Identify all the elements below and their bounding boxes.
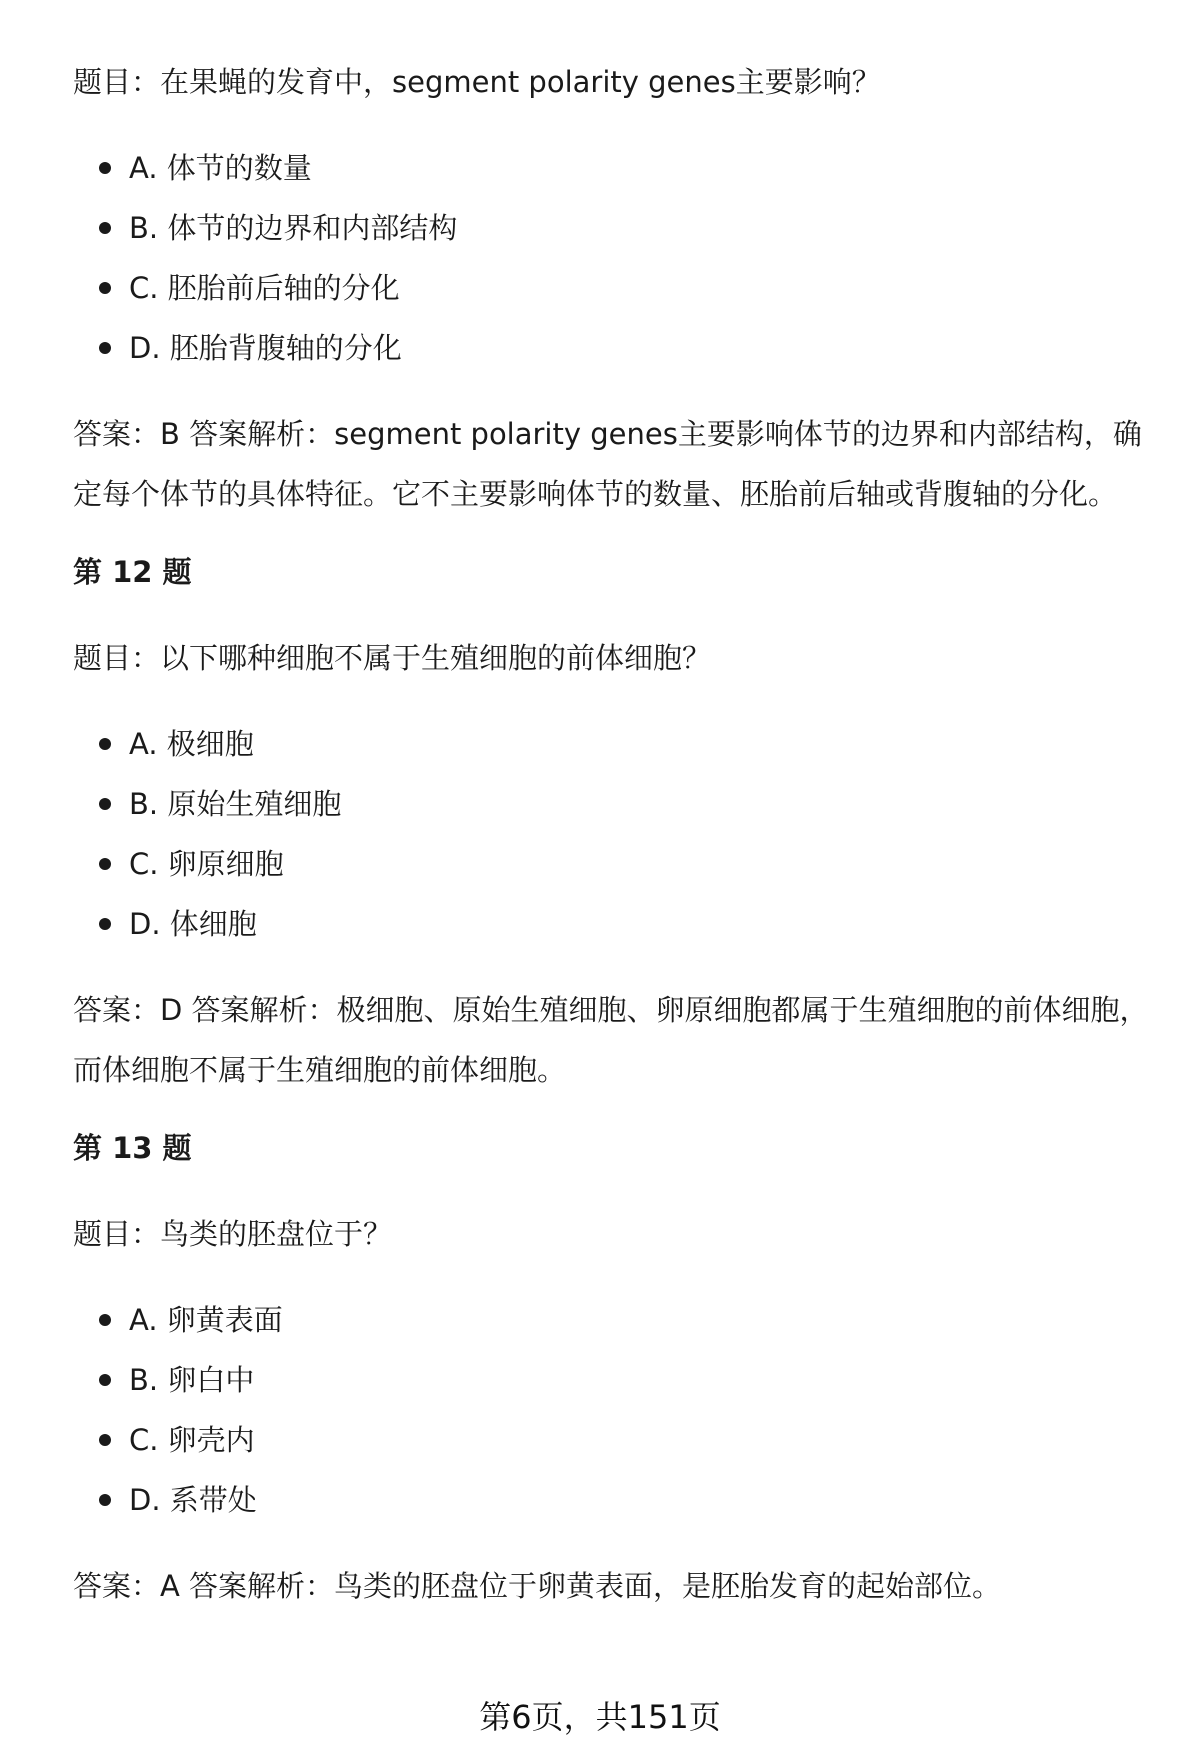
option-item — [73, 904, 1153, 944]
option-item — [73, 208, 1153, 248]
bullet-icon — [99, 282, 111, 294]
option-item — [73, 328, 1153, 368]
option-text: D. 胚胎背腹轴的分化 — [129, 331, 402, 365]
option-item — [73, 148, 1153, 188]
page-number-footer: 第6页，共151页 — [479, 1698, 721, 1736]
option-item — [73, 1300, 1153, 1340]
bullet-icon — [99, 798, 111, 810]
option-text: B. 原始生殖细胞 — [129, 787, 342, 821]
bullet-icon — [99, 1374, 111, 1386]
option-text: B. 体节的边界和内部结构 — [129, 211, 458, 245]
bullet-icon — [99, 342, 111, 354]
option-item — [73, 1360, 1153, 1400]
question-13-options — [73, 1300, 1153, 1520]
question-11-text: 题目：在果蝇的发育中，segment polarity genes主要影响？ — [73, 65, 881, 99]
option-text: D. 体细胞 — [129, 907, 257, 941]
question-13-heading: 第 13 题 — [73, 1131, 192, 1165]
bullet-icon — [99, 162, 111, 174]
option-item — [73, 1420, 1153, 1460]
question-12-text: 题目：以下哪种细胞不属于生殖细胞的前体细胞？ — [73, 641, 712, 675]
option-text: A. 极细胞 — [129, 727, 254, 761]
option-text: B. 卵白中 — [129, 1363, 255, 1397]
question-13-text: 题目：鸟类的胚盘位于？ — [73, 1217, 393, 1251]
option-text: C. 胚胎前后轴的分化 — [129, 271, 400, 305]
question-12-options — [73, 724, 1153, 944]
document-page — [73, 62, 1153, 1644]
question-13-answer: 答案：A 答案解析：鸟类的胚盘位于卵黄表面，是胚胎发育的起始部位。 — [73, 1569, 1002, 1603]
option-text: C. 卵壳内 — [129, 1423, 255, 1457]
option-text: D. 系带处 — [129, 1483, 257, 1517]
question-11-options — [73, 148, 1153, 368]
bullet-icon — [99, 918, 111, 930]
option-item — [73, 784, 1153, 824]
option-item — [73, 844, 1153, 884]
option-item — [73, 724, 1153, 764]
question-12-heading: 第 12 题 — [73, 555, 192, 589]
option-text: A. 体节的数量 — [129, 151, 312, 185]
option-item — [73, 268, 1153, 308]
bullet-icon — [99, 222, 111, 234]
bullet-icon — [99, 1314, 111, 1326]
option-text: A. 卵黄表面 — [129, 1303, 283, 1337]
question-11-answer: 答案：B 答案解析：segment polarity genes主要影响体节的边界和内部结构，确定每个体节的具体特征。它不主要影响体节的数量、胚胎前后轴或背腹轴的分化。 — [73, 417, 1142, 511]
question-12-answer: 答案：D 答案解析：极细胞、原始生殖细胞、卵原细胞都属于生殖细胞的前体细胞，而体细胞不属于生殖细胞的前体细胞。 — [73, 993, 1149, 1087]
bullet-icon — [99, 1434, 111, 1446]
option-text: C. 卵原细胞 — [129, 847, 284, 881]
bullet-icon — [99, 858, 111, 870]
bullet-icon — [99, 1494, 111, 1506]
option-item — [73, 1480, 1153, 1520]
bullet-icon — [99, 738, 111, 750]
